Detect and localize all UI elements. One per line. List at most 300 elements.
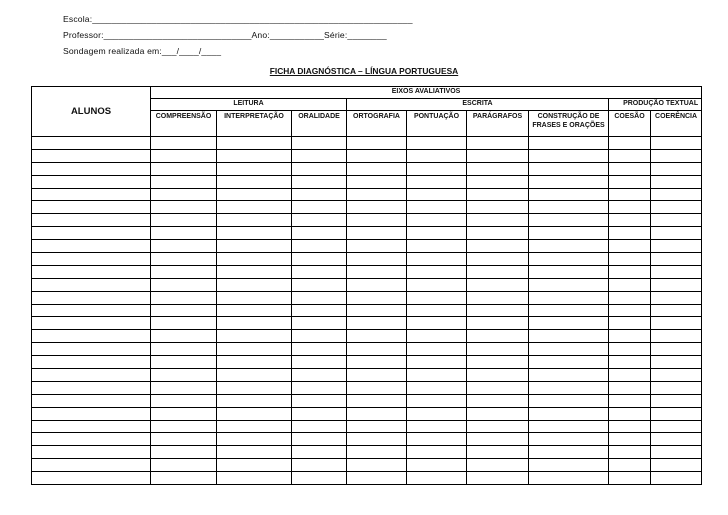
evaluation-cell[interactable]	[467, 201, 529, 214]
evaluation-cell[interactable]	[651, 420, 702, 433]
evaluation-cell[interactable]	[467, 175, 529, 188]
evaluation-cell[interactable]	[467, 317, 529, 330]
escola-field[interactable]: Escola:_________________________________________________________________	[63, 14, 413, 24]
evaluation-cell[interactable]	[292, 317, 347, 330]
evaluation-cell[interactable]	[347, 291, 407, 304]
evaluation-cell[interactable]	[651, 188, 702, 201]
evaluation-cell[interactable]	[347, 317, 407, 330]
table-row	[32, 265, 702, 278]
evaluation-cell[interactable]	[217, 369, 292, 382]
evaluation-cell[interactable]	[609, 149, 651, 162]
evaluation-cell[interactable]	[347, 265, 407, 278]
evaluation-cell[interactable]	[407, 407, 467, 420]
evaluation-cell[interactable]	[467, 459, 529, 472]
evaluation-cell[interactable]	[217, 227, 292, 240]
evaluation-cell[interactable]	[217, 240, 292, 253]
table-row	[32, 472, 702, 485]
student-name-cell[interactable]	[32, 420, 151, 433]
evaluation-cell[interactable]	[651, 369, 702, 382]
evaluation-cell[interactable]	[217, 407, 292, 420]
evaluation-cell[interactable]	[292, 381, 347, 394]
evaluation-cell[interactable]	[292, 343, 347, 356]
evaluation-cell[interactable]	[609, 227, 651, 240]
evaluation-cell[interactable]	[609, 240, 651, 253]
evaluation-cell[interactable]	[467, 446, 529, 459]
evaluation-cell[interactable]	[217, 420, 292, 433]
evaluation-cell[interactable]	[347, 330, 407, 343]
student-name-cell[interactable]	[32, 407, 151, 420]
evaluation-cell[interactable]	[347, 201, 407, 214]
evaluation-cell[interactable]	[651, 162, 702, 175]
evaluation-cell[interactable]	[347, 343, 407, 356]
evaluation-cell[interactable]	[347, 381, 407, 394]
evaluation-cell[interactable]	[151, 240, 217, 253]
evaluation-cell[interactable]	[529, 343, 609, 356]
evaluation-cell[interactable]	[467, 394, 529, 407]
evaluation-cell[interactable]	[609, 214, 651, 227]
evaluation-cell[interactable]	[529, 407, 609, 420]
evaluation-cell[interactable]	[609, 188, 651, 201]
evaluation-cell[interactable]	[529, 175, 609, 188]
evaluation-cell[interactable]	[151, 446, 217, 459]
evaluation-cell[interactable]	[529, 149, 609, 162]
evaluation-cell[interactable]	[609, 433, 651, 446]
evaluation-cell[interactable]	[651, 265, 702, 278]
evaluation-cell[interactable]	[609, 304, 651, 317]
student-name-cell[interactable]	[32, 343, 151, 356]
evaluation-cell[interactable]	[292, 265, 347, 278]
professor-ano-serie-field[interactable]: Professor:______________________________Ano:___________Série:________	[63, 30, 387, 40]
student-name-cell[interactable]	[32, 175, 151, 188]
evaluation-cell[interactable]	[217, 162, 292, 175]
evaluation-cell[interactable]	[292, 291, 347, 304]
evaluation-cell[interactable]	[151, 253, 217, 266]
evaluation-cell[interactable]	[467, 433, 529, 446]
col-header-coerencia: COERÊNCIA	[651, 111, 702, 137]
evaluation-cell[interactable]	[292, 253, 347, 266]
evaluation-cell[interactable]	[651, 291, 702, 304]
evaluation-cell[interactable]	[407, 137, 467, 150]
evaluation-cell[interactable]	[609, 343, 651, 356]
evaluation-cell[interactable]	[217, 459, 292, 472]
evaluation-cell[interactable]	[467, 472, 529, 485]
evaluation-cell[interactable]	[347, 394, 407, 407]
table-row	[32, 381, 702, 394]
evaluation-cell[interactable]	[217, 149, 292, 162]
evaluation-cell[interactable]	[467, 149, 529, 162]
student-name-cell[interactable]	[32, 394, 151, 407]
evaluation-cell[interactable]	[651, 472, 702, 485]
evaluation-cell[interactable]	[467, 381, 529, 394]
evaluation-cell[interactable]	[529, 433, 609, 446]
col-header-interpretacao: INTERPRETAÇÃO	[217, 111, 292, 137]
evaluation-cell[interactable]	[467, 369, 529, 382]
evaluation-cell[interactable]	[651, 433, 702, 446]
evaluation-cell[interactable]	[151, 317, 217, 330]
evaluation-cell[interactable]	[529, 472, 609, 485]
evaluation-cell[interactable]	[407, 149, 467, 162]
evaluation-cell[interactable]	[651, 343, 702, 356]
evaluation-cell[interactable]	[347, 137, 407, 150]
evaluation-cell[interactable]	[651, 304, 702, 317]
evaluation-cell[interactable]	[609, 291, 651, 304]
evaluation-cell[interactable]	[217, 317, 292, 330]
student-name-cell[interactable]	[32, 201, 151, 214]
evaluation-cell[interactable]	[292, 188, 347, 201]
evaluation-cell[interactable]	[651, 227, 702, 240]
table-row	[32, 369, 702, 382]
alunos-header: ALUNOS	[32, 87, 151, 137]
evaluation-cell[interactable]	[467, 265, 529, 278]
evaluation-cell[interactable]	[151, 381, 217, 394]
evaluation-cell[interactable]	[651, 381, 702, 394]
evaluation-cell[interactable]	[217, 253, 292, 266]
evaluation-cell[interactable]	[347, 433, 407, 446]
table-row	[32, 356, 702, 369]
evaluation-cell[interactable]	[292, 433, 347, 446]
evaluation-cell[interactable]	[347, 188, 407, 201]
evaluation-cell[interactable]	[217, 446, 292, 459]
evaluation-cell[interactable]	[529, 188, 609, 201]
evaluation-cell[interactable]	[609, 356, 651, 369]
evaluation-cell[interactable]	[651, 459, 702, 472]
student-name-cell[interactable]	[32, 304, 151, 317]
evaluation-cell[interactable]	[609, 137, 651, 150]
student-name-cell[interactable]	[32, 227, 151, 240]
evaluation-cell[interactable]	[609, 459, 651, 472]
evaluation-cell[interactable]	[407, 253, 467, 266]
evaluation-cell[interactable]	[151, 420, 217, 433]
evaluation-cell[interactable]	[529, 356, 609, 369]
student-name-cell[interactable]	[32, 356, 151, 369]
evaluation-cell[interactable]	[529, 291, 609, 304]
evaluation-cell[interactable]	[609, 369, 651, 382]
evaluation-cell[interactable]	[217, 304, 292, 317]
evaluation-cell[interactable]	[151, 201, 217, 214]
table-row	[32, 149, 702, 162]
table-row	[32, 137, 702, 150]
evaluation-cell[interactable]	[347, 420, 407, 433]
evaluation-cell[interactable]	[347, 175, 407, 188]
evaluation-cell[interactable]	[651, 394, 702, 407]
student-name-cell[interactable]	[32, 433, 151, 446]
student-name-cell[interactable]	[32, 188, 151, 201]
evaluation-cell[interactable]	[609, 394, 651, 407]
evaluation-cell[interactable]	[217, 214, 292, 227]
evaluation-cell[interactable]	[609, 175, 651, 188]
evaluation-cell[interactable]	[529, 214, 609, 227]
evaluation-cell[interactable]	[467, 278, 529, 291]
evaluation-cell[interactable]	[407, 214, 467, 227]
evaluation-cell[interactable]	[467, 227, 529, 240]
evaluation-cell[interactable]	[529, 304, 609, 317]
evaluation-cell[interactable]	[467, 253, 529, 266]
evaluation-cell[interactable]	[292, 394, 347, 407]
evaluation-cell[interactable]	[217, 394, 292, 407]
evaluation-cell[interactable]	[151, 291, 217, 304]
evaluation-cell[interactable]	[292, 240, 347, 253]
table-row	[32, 433, 702, 446]
student-name-cell[interactable]	[32, 214, 151, 227]
evaluation-cell[interactable]	[467, 240, 529, 253]
evaluation-cell[interactable]	[347, 459, 407, 472]
evaluation-cell[interactable]	[651, 253, 702, 266]
table-row	[32, 446, 702, 459]
evaluation-cell[interactable]	[407, 433, 467, 446]
evaluation-cell[interactable]	[651, 407, 702, 420]
evaluation-cell[interactable]	[467, 420, 529, 433]
table-row	[32, 343, 702, 356]
evaluation-cell[interactable]	[407, 317, 467, 330]
evaluation-cell[interactable]	[292, 278, 347, 291]
evaluation-cell[interactable]	[651, 446, 702, 459]
evaluation-cell[interactable]	[651, 137, 702, 150]
evaluation-cell[interactable]	[151, 407, 217, 420]
evaluation-cell[interactable]	[217, 330, 292, 343]
evaluation-cell[interactable]	[651, 240, 702, 253]
evaluation-cell[interactable]	[529, 278, 609, 291]
evaluation-cell[interactable]	[217, 291, 292, 304]
evaluation-cell[interactable]	[407, 227, 467, 240]
table-row	[32, 227, 702, 240]
evaluation-cell[interactable]	[407, 356, 467, 369]
evaluation-cell[interactable]	[151, 278, 217, 291]
evaluation-cell[interactable]	[467, 407, 529, 420]
table-row	[32, 162, 702, 175]
evaluation-cell[interactable]	[292, 472, 347, 485]
evaluation-cell[interactable]	[529, 446, 609, 459]
evaluation-cell[interactable]	[407, 369, 467, 382]
col-header-pontuacao: PONTUAÇÃO	[407, 111, 467, 137]
evaluation-cell[interactable]	[609, 317, 651, 330]
evaluation-cell[interactable]	[467, 162, 529, 175]
evaluation-cell[interactable]	[151, 304, 217, 317]
evaluation-cell[interactable]	[151, 265, 217, 278]
evaluation-cell[interactable]	[347, 407, 407, 420]
evaluation-cell[interactable]	[217, 265, 292, 278]
table-row	[32, 188, 702, 201]
col-header-compreensao: COMPREENSÃO	[151, 111, 217, 137]
evaluation-cell[interactable]	[292, 446, 347, 459]
evaluation-cell[interactable]	[407, 381, 467, 394]
evaluation-cell[interactable]	[151, 227, 217, 240]
evaluation-cell[interactable]	[217, 175, 292, 188]
evaluation-cell[interactable]	[609, 162, 651, 175]
evaluation-cell[interactable]	[217, 137, 292, 150]
evaluation-cell[interactable]	[292, 330, 347, 343]
evaluation-cell[interactable]	[151, 162, 217, 175]
evaluation-cell[interactable]	[347, 240, 407, 253]
evaluation-cell[interactable]	[347, 304, 407, 317]
evaluation-cell[interactable]	[217, 343, 292, 356]
evaluation-cell[interactable]	[151, 356, 217, 369]
evaluation-cell[interactable]	[347, 253, 407, 266]
evaluation-cell[interactable]	[609, 201, 651, 214]
evaluation-cell[interactable]	[292, 137, 347, 150]
evaluation-cell[interactable]	[407, 291, 467, 304]
evaluation-cell[interactable]	[651, 330, 702, 343]
evaluation-cell[interactable]	[609, 472, 651, 485]
evaluation-cell[interactable]	[292, 214, 347, 227]
table-row	[32, 291, 702, 304]
evaluation-cell[interactable]	[467, 137, 529, 150]
evaluation-cell[interactable]	[609, 381, 651, 394]
evaluation-cell[interactable]	[151, 433, 217, 446]
student-name-cell[interactable]	[32, 381, 151, 394]
evaluation-cell[interactable]	[609, 253, 651, 266]
evaluation-cell[interactable]	[529, 317, 609, 330]
evaluation-cell[interactable]	[529, 253, 609, 266]
student-name-cell[interactable]	[32, 291, 151, 304]
evaluation-cell[interactable]	[529, 330, 609, 343]
evaluation-cell[interactable]	[407, 446, 467, 459]
evaluation-cell[interactable]	[217, 188, 292, 201]
evaluation-cell[interactable]	[529, 137, 609, 150]
table-row	[32, 278, 702, 291]
evaluation-cell[interactable]	[151, 188, 217, 201]
evaluation-cell[interactable]	[609, 278, 651, 291]
evaluation-cell[interactable]	[292, 459, 347, 472]
evaluation-cell[interactable]	[347, 162, 407, 175]
student-name-cell[interactable]	[32, 278, 151, 291]
table-row	[32, 394, 702, 407]
evaluation-cell[interactable]	[292, 175, 347, 188]
evaluation-cell[interactable]	[529, 265, 609, 278]
evaluation-cell[interactable]	[651, 201, 702, 214]
evaluation-cell[interactable]	[292, 356, 347, 369]
evaluation-cell[interactable]	[347, 446, 407, 459]
evaluation-cell[interactable]	[292, 227, 347, 240]
evaluation-cell[interactable]	[292, 149, 347, 162]
evaluation-cell[interactable]	[529, 381, 609, 394]
evaluation-cell[interactable]	[151, 175, 217, 188]
student-name-cell[interactable]	[32, 162, 151, 175]
evaluation-cell[interactable]	[217, 381, 292, 394]
leitura-group-header: LEITURA	[151, 99, 347, 111]
evaluation-cell[interactable]	[467, 188, 529, 201]
evaluation-cell[interactable]	[217, 201, 292, 214]
evaluation-cell[interactable]	[151, 214, 217, 227]
student-name-cell[interactable]	[32, 137, 151, 150]
evaluation-cell[interactable]	[217, 472, 292, 485]
evaluation-cell[interactable]	[292, 201, 347, 214]
evaluation-cell[interactable]	[292, 420, 347, 433]
evaluation-cell[interactable]	[651, 214, 702, 227]
evaluation-cell[interactable]	[407, 175, 467, 188]
evaluation-cell[interactable]	[151, 394, 217, 407]
evaluation-cell[interactable]	[609, 446, 651, 459]
evaluation-cell[interactable]	[151, 149, 217, 162]
table-row	[32, 420, 702, 433]
evaluation-cell[interactable]	[651, 175, 702, 188]
evaluation-cell[interactable]	[407, 394, 467, 407]
sondagem-date-field[interactable]: Sondagem realizada em:___/____/____	[63, 46, 222, 56]
student-name-cell[interactable]	[32, 459, 151, 472]
student-name-cell[interactable]	[32, 317, 151, 330]
evaluation-cell[interactable]	[407, 162, 467, 175]
evaluation-cell[interactable]	[292, 162, 347, 175]
evaluation-cell[interactable]	[407, 420, 467, 433]
evaluation-cell[interactable]	[609, 265, 651, 278]
student-name-cell[interactable]	[32, 265, 151, 278]
student-name-cell[interactable]	[32, 472, 151, 485]
evaluation-cell[interactable]	[292, 407, 347, 420]
evaluation-cell[interactable]	[407, 188, 467, 201]
evaluation-cell[interactable]	[407, 330, 467, 343]
evaluation-cell[interactable]	[407, 343, 467, 356]
evaluation-cell[interactable]	[347, 472, 407, 485]
evaluation-cell[interactable]	[407, 240, 467, 253]
evaluation-cell[interactable]	[151, 330, 217, 343]
evaluation-cell[interactable]	[609, 407, 651, 420]
evaluation-cell[interactable]	[292, 304, 347, 317]
student-name-cell[interactable]	[32, 253, 151, 266]
evaluation-cell[interactable]	[609, 330, 651, 343]
student-name-cell[interactable]	[32, 446, 151, 459]
evaluation-cell[interactable]	[151, 137, 217, 150]
evaluation-cell[interactable]	[347, 227, 407, 240]
evaluation-cell[interactable]	[467, 343, 529, 356]
evaluation-cell[interactable]	[529, 201, 609, 214]
evaluation-cell[interactable]	[467, 304, 529, 317]
evaluation-cell[interactable]	[347, 278, 407, 291]
evaluation-cell[interactable]	[529, 394, 609, 407]
evaluation-cell[interactable]	[651, 278, 702, 291]
evaluation-cell[interactable]	[347, 149, 407, 162]
evaluation-cell[interactable]	[407, 472, 467, 485]
evaluation-cell[interactable]	[529, 227, 609, 240]
evaluation-cell[interactable]	[407, 201, 467, 214]
evaluation-cell[interactable]	[217, 278, 292, 291]
evaluation-cell[interactable]	[407, 278, 467, 291]
evaluation-cell[interactable]	[347, 356, 407, 369]
evaluation-cell[interactable]	[407, 459, 467, 472]
student-name-cell[interactable]	[32, 240, 151, 253]
evaluation-cell[interactable]	[151, 472, 217, 485]
student-name-cell[interactable]	[32, 330, 151, 343]
evaluation-cell[interactable]	[217, 433, 292, 446]
evaluation-cell[interactable]	[609, 420, 651, 433]
evaluation-cell[interactable]	[347, 214, 407, 227]
student-name-cell[interactable]	[32, 369, 151, 382]
evaluation-cell[interactable]	[467, 291, 529, 304]
evaluation-cell[interactable]	[347, 369, 407, 382]
evaluation-cell[interactable]	[467, 356, 529, 369]
table-row	[32, 330, 702, 343]
col-header-paragrafos: PARÁGRAFOS	[467, 111, 529, 137]
evaluation-cell[interactable]	[529, 162, 609, 175]
evaluation-cell[interactable]	[651, 317, 702, 330]
evaluation-cell[interactable]	[529, 240, 609, 253]
evaluation-cell[interactable]	[529, 420, 609, 433]
evaluation-cell[interactable]	[407, 265, 467, 278]
evaluation-cell[interactable]	[651, 356, 702, 369]
evaluation-cell[interactable]	[651, 149, 702, 162]
evaluation-cell[interactable]	[529, 459, 609, 472]
evaluation-cell[interactable]	[151, 343, 217, 356]
student-name-cell[interactable]	[32, 149, 151, 162]
evaluation-cell[interactable]	[151, 369, 217, 382]
evaluation-cell[interactable]	[151, 459, 217, 472]
evaluation-cell[interactable]	[467, 214, 529, 227]
table-row	[32, 175, 702, 188]
table-row	[32, 201, 702, 214]
evaluation-cell[interactable]	[217, 356, 292, 369]
evaluation-cell[interactable]	[292, 369, 347, 382]
evaluation-cell[interactable]	[529, 369, 609, 382]
evaluation-cell[interactable]	[467, 330, 529, 343]
evaluation-cell[interactable]	[407, 304, 467, 317]
